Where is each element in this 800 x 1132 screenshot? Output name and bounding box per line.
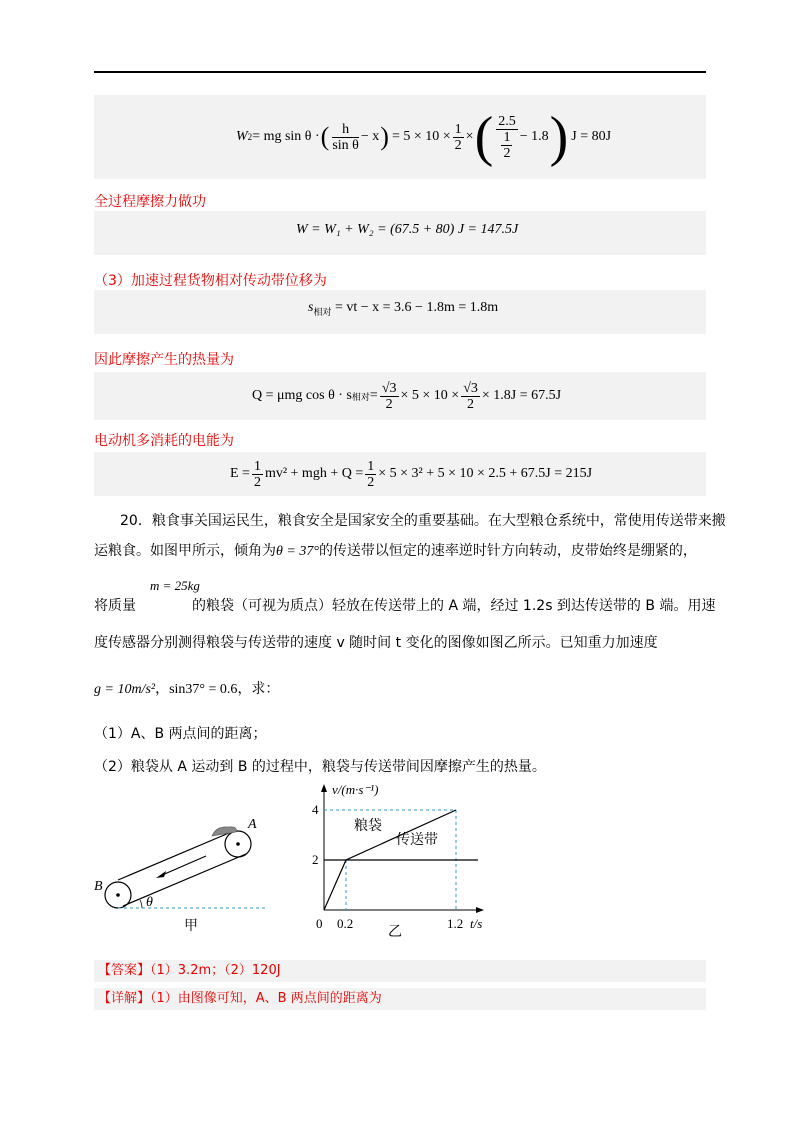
answer-band: [94, 960, 706, 982]
problem-line-3: 将质量 的粮袋（可视为质点）轻放在传送带上的 A 端，经过 1.2s 到达传送带的 B 端。用速: [94, 598, 716, 614]
label-friction-work: 全过程摩擦力做功: [94, 194, 206, 210]
fraction-e-a: $\frac{1}{2}$: [253, 458, 261, 490]
top-rule: [94, 71, 706, 73]
equation-w-total: W = W₁ + W₂ = (67.5 + 80) J = 147.5J: [296, 222, 519, 237]
tick-x-1.2: 1.2: [447, 916, 464, 931]
problem-line-5: g = 10m/s²，sin37° = 0.6，求：: [94, 681, 280, 697]
detail-tag: 【详解】: [98, 991, 151, 1006]
tick-y-2: 2: [312, 852, 319, 867]
fraction-e-b: $\frac{1}{2}$: [367, 458, 375, 490]
problem-line-2: 运粮食。如图甲所示，倾角为θ = 37°的传送带以恒定的速率逆时针方向转动，皮带始终是绷紧的，: [94, 543, 697, 559]
detail-text: （1）由图像可知，A、B 两点间的距离为: [150, 991, 382, 1006]
figure-vt-graph: [304, 780, 504, 940]
label-heat: 因此摩擦产生的热量为: [94, 352, 234, 368]
label-theta: θ: [146, 895, 153, 910]
answer-tag: 【答案】: [98, 963, 151, 978]
equation-s-relative: $s_{相对}$ = vt − x = 3.6 − 1.8m = 1.8m: [308, 300, 499, 318]
equation-q: Q = μmg cos θ · s 相对 = $\frac{√3}{2}$ × 5 × 10 × $\frac{√3}{2}$ × 1.8J = 67.5J: [252, 380, 562, 412]
question-1: （1）A、B 两点间的距离；: [94, 726, 267, 742]
tick-y-4: 4: [312, 802, 319, 817]
x-axis-label: t/s: [470, 916, 483, 931]
fraction-sqrt3-b: $\frac{√3}{2}$: [463, 380, 478, 412]
caption-a: 甲: [184, 918, 198, 934]
fraction-sqrt3-a: $\frac{√3}{2}$: [381, 380, 397, 412]
caption-b: 乙: [388, 924, 402, 940]
fraction-compound: $\frac{2.5}{\frac{1}{2}}$: [498, 113, 516, 161]
tick-x-0.2: 0.2: [337, 916, 354, 931]
series-label-bag: 粮袋: [354, 818, 382, 834]
fraction-h-sin: $\frac{h}{\text{sin θ}}$: [332, 121, 359, 153]
label-b: B: [94, 879, 103, 894]
label-a: A: [248, 817, 257, 832]
figure-conveyor: [88, 800, 278, 960]
question-2: （2）粮袋从 A 运动到 B 的过程中，粮袋与传送带间因摩擦产生的热量。: [94, 759, 546, 775]
equation-e: E = $\frac{1}{2}$ mv² + mgh + Q = $\frac{1}{2}$ × 5 × 3² + 5 × 10 × 2.5 + 67.5J = 215J: [230, 458, 593, 490]
detail-band: [94, 988, 706, 1010]
equation-w2: W 2 = mg sin θ · ( $\frac{h}{\text{sin θ}}$ − x ) = 5 × 10 × $\frac{1}{2}$ × ( $\frac{2.5}{\frac{1}{2}}$ − 1.8 ) J = 80J: [236, 106, 612, 168]
problem-line-4: 度传感器分别测得粮袋与传送带的速度 v 随时间 t 变化的图像如图乙所示。已知重力加速度: [94, 635, 658, 651]
label-energy: 电动机多消耗的电能为: [94, 433, 234, 449]
fraction-one-half: $\frac{1}{2}$: [454, 121, 462, 153]
y-axis-label: v/(m·s⁻¹): [332, 782, 379, 797]
series-label-belt: 传送带: [396, 832, 438, 848]
origin-label: 0: [316, 916, 323, 931]
problem-line-1: 20．粮食事关国运民生，粮食安全是国家安全的重要基础。在大型粮仓系统中，常使用传送带来搬: [120, 513, 726, 529]
problem-mass: m = 25kg: [150, 578, 200, 593]
answer-text: （1）3.2m；（2）120J: [150, 963, 281, 978]
label-displacement: （3）加速过程货物相对传动带位移为: [94, 273, 327, 289]
